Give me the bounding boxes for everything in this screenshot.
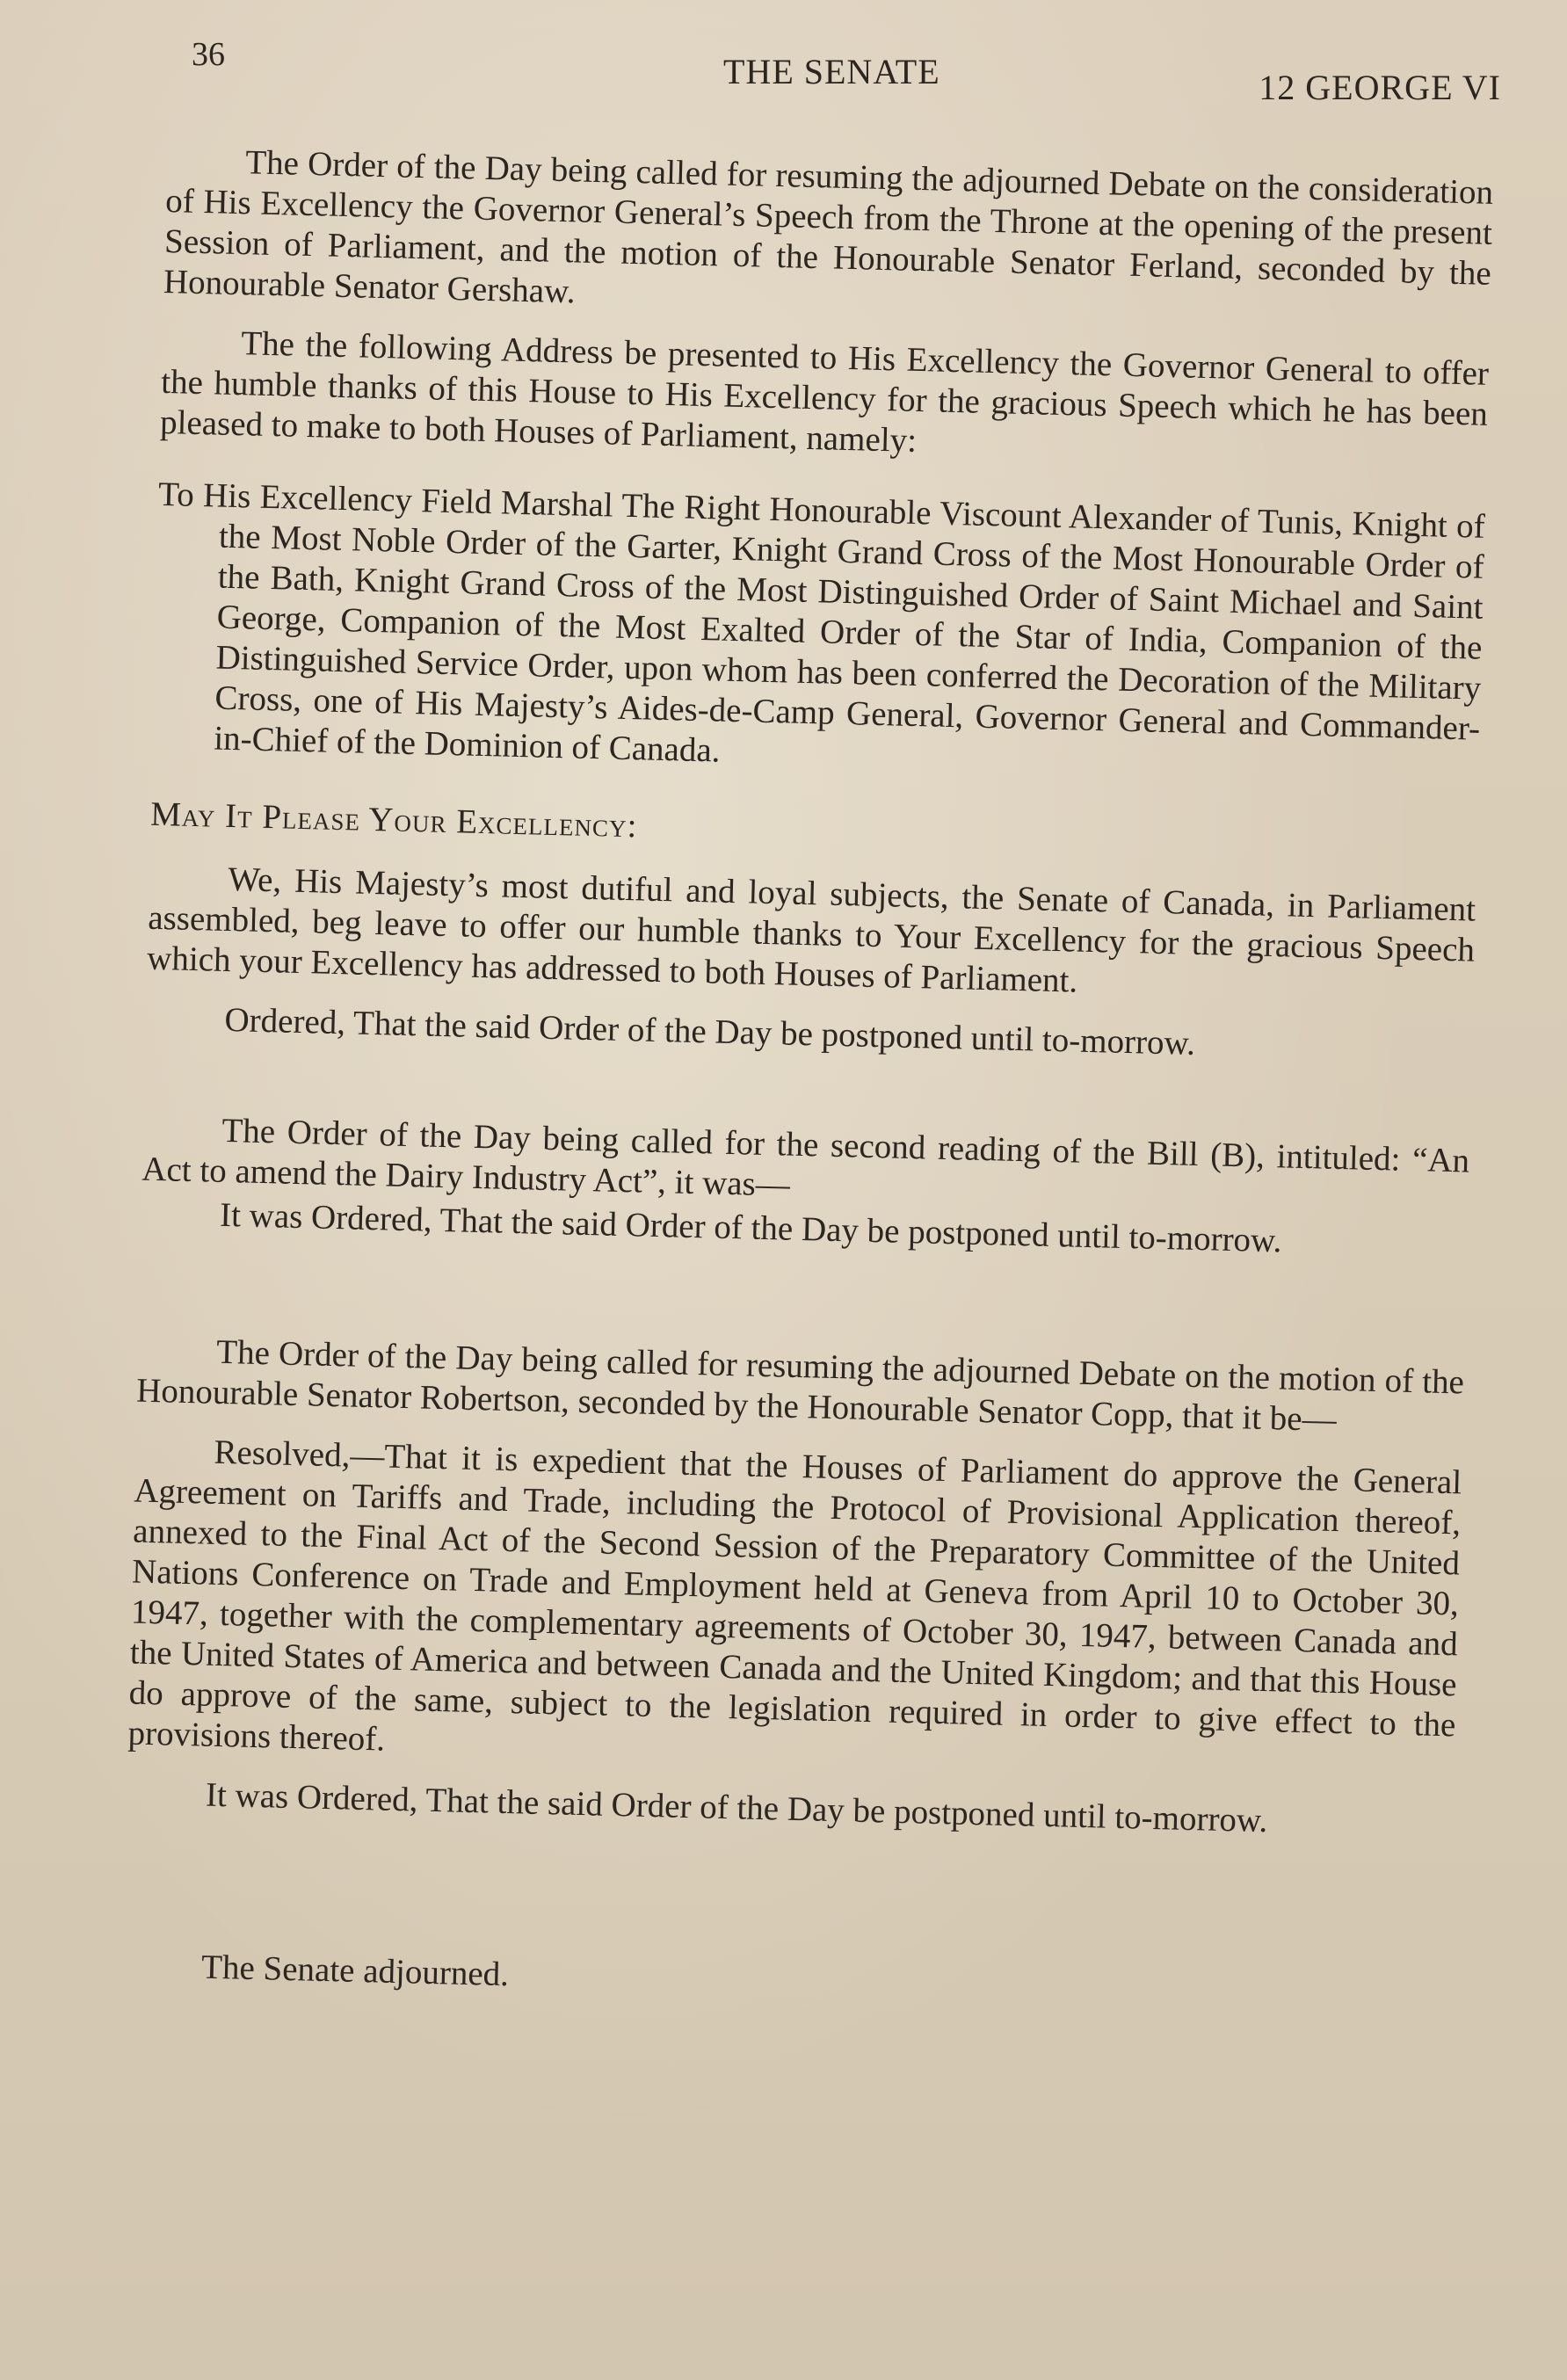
senate-adjourned: The Senate adjourned. xyxy=(200,1948,510,1994)
regnal-year: 12 GEORGE VI xyxy=(1259,68,1501,107)
address-to-governor-general: To His Excellency Field Marshal The Right Honourable Viscount Alexander of Tunis, Knight of the Most Noble Order of the Garter, Knight Grand Cross of the Most Honourable Order of the Bath, Knight Grand Cross of the Most Distinguished Order of Saint Michael and Saint George, Companion of the Most Exalted Order of the Star of India, Companion of the Distinguished Service Order, upon whom has been conferred the Decoration of the Military Cross, one of His Majesty’s Aides-de-Camp General, Governor General and Commander-in-Chief of the Dominion of Canada. xyxy=(157,475,1486,770)
postponement-order-2: It was Ordered, That the said Order of the Day be postponed until to-morrow. xyxy=(219,1195,1283,1260)
order-of-day-tariffs-debate: The Order of the Day being called for resuming the adjourned Debate on the motion of the Honourable Senator Robertson, seconded by the Honourable Senator Copp, that it be— xyxy=(135,1332,1465,1439)
address-motion: The the following Address be presented to His Excellency the Governor General to offer the humble thanks of this House to His Excellency for the gracious Speech which he has been pleased to make to both Houses of Parliament, namely: xyxy=(159,324,1490,460)
salutation: May It Please Your Excellency: xyxy=(149,795,638,845)
resolution-gatt: Resolved,—That it is expedient that the Houses of Parliament do approve the General Agreement on Tariffs and Trade, including the Protocol of Provisional Application thereof, annexed to the Final Act of the Second Session of the Preparatory Committee of the United Nations Conference on Trade and Employment held at Geneva from April 10 to October 30, 1947, together with the complementary agreements of October 30, 1947, between Canada and the United States of America and between Canada and the United Kingdom; and that this House do approve of the same, subject to the legislation required in order to give effect to the provisions thereof. xyxy=(127,1433,1462,1759)
address-body: We, His Majesty’s most dutiful and loyal subjects, the Senate of Canada, in Parliament assembled, beg leave to offer our humble thanks to Your Excellency for the gracious Speech which your Excellency has addressed to both Houses of Parliament. xyxy=(146,860,1476,1000)
page-header xyxy=(192,35,1501,105)
page-number: 36 xyxy=(192,36,225,73)
order-of-day-dairy-bill: The Order of the Day being called for the second reading of the Bill (B), intituled: “An Act to amend the Dairy Industry Act”, it was— xyxy=(141,1111,1470,1204)
order-of-day-throne-speech: The Order of the Day being called for resuming the adjourned Debate on the consideration of His Excellency the Governor General’s Speech from the Throne at the opening of the present Session of Parliament, and the motion of the Honourable Senator Ferland, seconded by the Honourable Senator Gershaw. xyxy=(163,143,1494,311)
postponement-order-1: Ordered, That the said Order of the Day be postponed until to-morrow. xyxy=(224,1000,1196,1063)
postponement-order-3: It was Ordered, That the said Order of the Day be postponed until to-morrow. xyxy=(205,1775,1268,1840)
running-title: THE SENATE xyxy=(723,52,940,91)
page-body xyxy=(121,141,1493,2037)
